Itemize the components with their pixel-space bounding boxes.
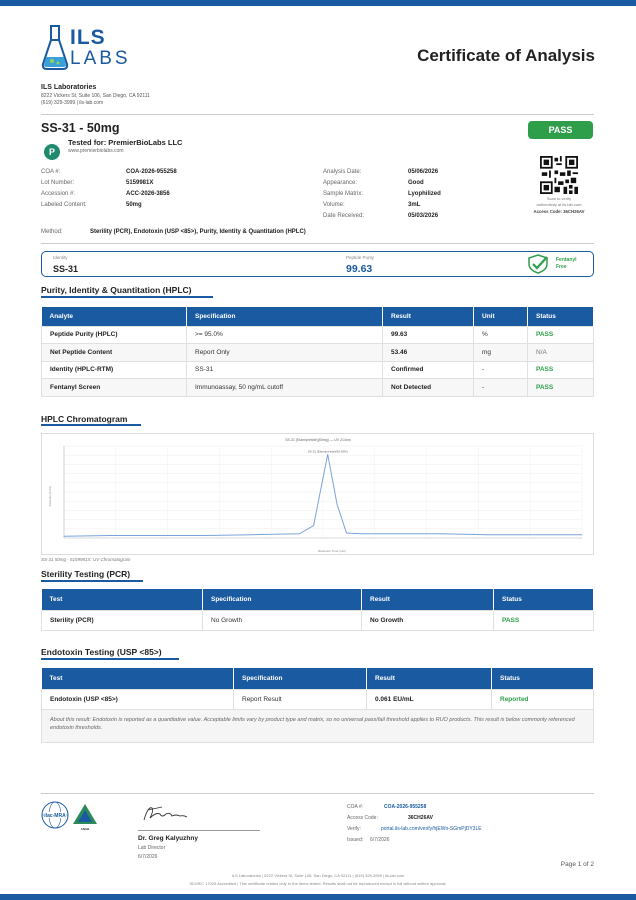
date-received-value: 05/03/2026 bbox=[408, 213, 439, 219]
cell: Report Only bbox=[187, 344, 383, 362]
endotoxin-table bbox=[41, 668, 594, 710]
lot-label: Lot Number: bbox=[41, 180, 75, 186]
data-point bbox=[205, 535, 206, 536]
accession-label: Accession #: bbox=[41, 191, 76, 197]
tested-for: Tested for: PremierBioLabs LLC bbox=[68, 138, 183, 147]
fentanyl-line-1: Fentanyl bbox=[556, 257, 577, 263]
cell: mg bbox=[474, 344, 528, 362]
method-label: Method: bbox=[41, 229, 63, 235]
footer-access-label: Access Code: bbox=[347, 815, 378, 821]
section-underline bbox=[41, 658, 179, 660]
col-header: Unit bbox=[474, 307, 528, 326]
data-point bbox=[158, 535, 159, 536]
labeled-content-label: Labeled Content: bbox=[41, 202, 87, 208]
cell: >= 95.0% bbox=[187, 326, 383, 344]
anab-icon bbox=[73, 804, 97, 831]
section-title-endotoxin: Endotoxin Testing (USP <85>) bbox=[41, 647, 162, 657]
table-header-row bbox=[42, 307, 594, 326]
cell: Net Peptide Content bbox=[42, 344, 187, 362]
cell: Endotoxin (USP <85>) bbox=[42, 689, 234, 709]
table-row bbox=[42, 379, 594, 397]
section-title-sterility: Sterility Testing (PCR) bbox=[41, 569, 131, 579]
cell: Fentanyl Screen bbox=[42, 379, 187, 397]
signatory-title: Lab Director bbox=[138, 845, 166, 851]
top-accent-bar bbox=[0, 0, 636, 6]
section-underline bbox=[41, 296, 213, 298]
product-title: SS-31 - 50mg bbox=[41, 121, 120, 135]
appearance-value: Good bbox=[408, 180, 424, 186]
client-logo: P bbox=[44, 144, 60, 160]
data-point bbox=[111, 535, 112, 536]
fentanyl-free-label bbox=[556, 257, 577, 271]
x-axis-label: Retention Time (min) bbox=[318, 549, 346, 553]
cell: Not Detected bbox=[383, 379, 474, 397]
data-point bbox=[487, 534, 488, 535]
table-row bbox=[42, 326, 594, 344]
data-point bbox=[346, 533, 347, 534]
lab-contact: (619) 329-3999 | ils-lab.com bbox=[41, 100, 104, 106]
col-header: Result bbox=[367, 668, 492, 689]
svg-text:ilac-MRA: ilac-MRA bbox=[44, 813, 66, 819]
identity-summary-box bbox=[41, 251, 594, 277]
section-title-chromatogram: HPLC Chromatogram bbox=[41, 414, 128, 424]
method-value: Sterility (PCR), Endotoxin (USP <85>), Purity, Identity & Quantitation (HPLC) bbox=[90, 229, 306, 235]
footer-coa-value: COA-2026-955258 bbox=[384, 804, 427, 810]
date-received-label: Date Received: bbox=[323, 213, 365, 219]
chromatogram-caption: SS-31 50mg - 5159981X: UV Chromatogram bbox=[41, 557, 131, 562]
footer-verify-label: Verify: bbox=[347, 826, 361, 832]
data-point bbox=[535, 534, 536, 535]
col-header: Test bbox=[42, 668, 234, 689]
volume-label: Volume: bbox=[323, 202, 345, 208]
table-row bbox=[42, 344, 594, 362]
signatory-name: Dr. Greg Kalyuzhny bbox=[138, 835, 198, 842]
sterility-table bbox=[41, 589, 594, 631]
ils-labs-logo bbox=[40, 24, 140, 72]
chart-title: SS-31 (Elamipretide)(50mg) — UV 214nm bbox=[285, 438, 351, 442]
table-row bbox=[42, 689, 594, 709]
divider bbox=[41, 793, 594, 794]
cell: PASS bbox=[528, 361, 594, 379]
bottom-accent-bar bbox=[0, 894, 636, 900]
divider bbox=[41, 114, 594, 115]
chromatogram-plot bbox=[42, 434, 595, 556]
logo-text-labs: LABS bbox=[70, 48, 131, 69]
cell: % bbox=[474, 326, 528, 344]
col-header: Analyte bbox=[42, 307, 187, 326]
data-point bbox=[299, 533, 300, 534]
cell: - bbox=[474, 379, 528, 397]
shield-check-icon bbox=[527, 254, 549, 274]
col-header: Result bbox=[362, 589, 494, 610]
document-title: Certificate of Analysis bbox=[417, 46, 595, 65]
cell: PASS bbox=[528, 326, 594, 344]
data-point bbox=[64, 536, 65, 537]
cell: N/A bbox=[528, 344, 594, 362]
col-header: Test bbox=[42, 589, 203, 610]
footer-verify-link[interactable]: portal.ils-lab.com/verify/hjEWn-SGmPjDY3LE bbox=[381, 826, 482, 832]
signature-image bbox=[140, 802, 190, 826]
divider bbox=[41, 243, 594, 244]
footer-issued-label: Issued: bbox=[347, 837, 364, 843]
cell: Reported bbox=[492, 689, 594, 709]
cell: Confirmed bbox=[383, 361, 474, 379]
volume-value: 3mL bbox=[408, 202, 421, 208]
ilac-mra-icon bbox=[42, 802, 68, 828]
labeled-content-value: 50mg bbox=[126, 202, 142, 208]
lab-address: 8222 Vickers St, Suite 106, San Diego, CA 92111 bbox=[41, 93, 150, 99]
data-point bbox=[337, 504, 338, 505]
cell: Immunoassay, 50 ng/mL cutoff bbox=[187, 379, 383, 397]
col-header: Specification bbox=[234, 668, 367, 689]
identity-label: Identity bbox=[53, 255, 68, 260]
accession-value: ACC-2026-3856 bbox=[126, 191, 170, 197]
cell: 0.061 EU/mL bbox=[367, 689, 492, 709]
data-point bbox=[313, 525, 314, 526]
lab-name: ILS Laboratories bbox=[41, 84, 97, 91]
data-point bbox=[440, 533, 441, 534]
cell: SS-31 bbox=[187, 361, 383, 379]
analysis-date-value: 05/06/2026 bbox=[408, 169, 439, 175]
cell: Identity (HPLC-RTM) bbox=[42, 361, 187, 379]
qr-caption-2: authenticity at ils-lab.com bbox=[536, 202, 582, 207]
chart-grid bbox=[64, 446, 582, 538]
signature-date: 6/7/2026 bbox=[138, 854, 158, 860]
table-row bbox=[42, 361, 594, 379]
data-point bbox=[393, 533, 394, 534]
lot-value: 5159981X bbox=[126, 180, 154, 186]
svg-text:ANAB: ANAB bbox=[80, 827, 90, 831]
identity-value: SS-31 bbox=[53, 264, 79, 274]
coa-label: COA #: bbox=[41, 169, 61, 175]
purity-table bbox=[41, 307, 594, 397]
cell: No Growth bbox=[203, 610, 362, 630]
peak-label: SS-31 (Elamipretide)(99.63%) bbox=[307, 449, 348, 454]
page-number: Page 1 of 2 bbox=[560, 861, 594, 868]
cell: Report Result bbox=[234, 689, 367, 709]
endotoxin-note: About this result: Endotoxin is reported as a quantitative value. Acceptable limits vary by product type and matrix, so no universal pass/fail threshold applies to RUO products. This result is below commonly referenced endotoxin thresholds. bbox=[41, 710, 594, 743]
footer-coa-label: COA #: bbox=[347, 804, 364, 810]
col-header: Status bbox=[492, 668, 594, 689]
cell: Peptide Purity (HPLC) bbox=[42, 326, 187, 344]
table-header-row bbox=[42, 668, 594, 689]
accreditation-logos bbox=[41, 800, 101, 834]
section-underline bbox=[41, 580, 143, 582]
col-header: Result bbox=[383, 307, 474, 326]
client-url[interactable]: www.premierbiolabs.com bbox=[68, 148, 124, 154]
y-axis-label: Intensity (mAU) bbox=[48, 485, 52, 507]
footer-issued-value: 6/7/2026 bbox=[370, 837, 390, 843]
data-point bbox=[252, 534, 253, 535]
qr-code-icon[interactable] bbox=[540, 156, 578, 194]
hplc-chromatogram bbox=[41, 433, 594, 555]
qr-access-code: Access Code: 36CH26AV bbox=[533, 209, 585, 214]
data-point bbox=[360, 533, 361, 534]
footer-line-1: ILS Laboratories | 8222 Vickers St, Suite 106, San Diego, CA 92111 | (619) 329-3999 | ils-lab.com bbox=[231, 873, 405, 878]
col-header: Specification bbox=[203, 589, 362, 610]
purity-value: 99.63 bbox=[346, 263, 373, 275]
cell: Sterility (PCR) bbox=[42, 610, 203, 630]
sample-matrix-value: Lyophilized bbox=[408, 191, 441, 197]
col-header: Status bbox=[494, 589, 594, 610]
analysis-date-label: Analysis Date: bbox=[323, 169, 362, 175]
section-title-purity: Purity, Identity & Quantitation (HPLC) bbox=[41, 285, 192, 295]
cell: No Growth bbox=[362, 610, 494, 630]
col-header: Status bbox=[528, 307, 594, 326]
cell: 99.63 bbox=[383, 326, 474, 344]
cell: PASS bbox=[494, 610, 594, 630]
cell: 53.46 bbox=[383, 344, 474, 362]
status-badge: PASS bbox=[528, 121, 593, 139]
cell: - bbox=[474, 361, 528, 379]
col-header: Specification bbox=[187, 307, 383, 326]
table-header-row bbox=[42, 589, 594, 610]
sample-matrix-label: Sample Matrix: bbox=[323, 191, 364, 197]
cell: PASS bbox=[528, 379, 594, 397]
footer-line-2: ISO/IEC 17025 Accredited | This certificate relates only to the items tested. Results shall not be reproduced except in full without written approval. bbox=[189, 881, 447, 886]
coa-value: COA-2026-955258 bbox=[126, 169, 177, 175]
appearance-label: Appearance: bbox=[323, 180, 358, 186]
section-underline bbox=[41, 424, 141, 426]
data-point bbox=[327, 454, 328, 455]
logo-text-ils: ILS bbox=[70, 26, 106, 49]
data-point bbox=[582, 534, 583, 535]
signature-line bbox=[138, 830, 260, 831]
fentanyl-line-2: Free bbox=[556, 264, 567, 270]
table-row bbox=[42, 610, 594, 630]
qr-caption-1: Scan to verify bbox=[546, 196, 572, 201]
footer-access-value: 36CH26AV bbox=[408, 815, 433, 821]
purity-label: Peptide Purity bbox=[346, 255, 375, 260]
flask-icon bbox=[40, 24, 70, 72]
